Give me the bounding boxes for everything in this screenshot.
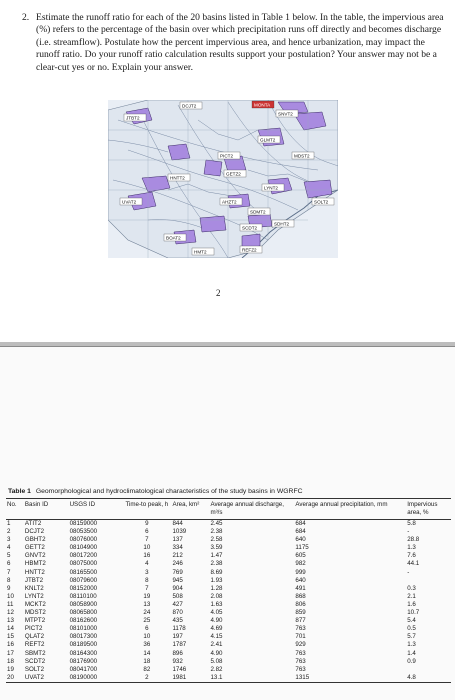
- cell-usgs-id: 08165500: [69, 568, 98, 576]
- cell-no: 20: [7, 673, 14, 681]
- table-row: [6, 593, 451, 601]
- map-label: UVAT2: [122, 199, 137, 205]
- cell-area: 137: [172, 536, 183, 544]
- cell-usgs-id: 08017200: [69, 552, 98, 560]
- cell-basin-id: KNLT2: [24, 584, 44, 592]
- cell-usgs-id: 08058900: [69, 600, 98, 608]
- map-label: HMT2: [194, 249, 207, 255]
- cell-impervious: 0.9: [407, 657, 416, 665]
- header-time-to-peak: Time-to peak, h: [125, 501, 169, 508]
- cell-time-to-peak: 10: [143, 633, 151, 641]
- question-panel: [0, 0, 455, 342]
- cell-discharge: 1.28: [210, 584, 223, 592]
- cell-discharge: 1.93: [210, 576, 223, 584]
- table-row: [6, 577, 451, 585]
- map-label: DCJT2: [182, 103, 197, 109]
- cell-impervious: 5.8: [407, 520, 416, 527]
- cell-basin-id: HBMT2: [24, 560, 46, 568]
- table-panel: [0, 347, 455, 700]
- cell-impervious: -: [407, 528, 410, 536]
- cell-time-to-peak: 16: [143, 552, 151, 560]
- cell-discharge: 2.38: [210, 528, 223, 536]
- cell-area: 932: [172, 657, 183, 665]
- cell-basin-id: MDST2: [24, 609, 46, 617]
- table-row: [6, 609, 451, 617]
- map-label: SOLT2: [314, 199, 329, 205]
- map-label: MDST2: [294, 153, 310, 159]
- cell-precipitation: 763: [295, 625, 306, 633]
- header-usgs: USGS ID: [69, 501, 96, 508]
- cell-time-to-peak: 7: [145, 536, 149, 544]
- cell-area: 435: [172, 617, 183, 625]
- cell-precipitation: 859: [295, 609, 306, 617]
- cell-discharge: 8.69: [210, 568, 223, 576]
- cell-discharge: 2.58: [210, 536, 223, 544]
- cell-area: 1981: [172, 673, 187, 681]
- cell-impervious: 44.1: [407, 560, 420, 568]
- cell-basin-id: PICT2: [24, 625, 43, 633]
- map-label: BOAT2: [166, 235, 181, 241]
- cell-precipitation: 999: [295, 568, 306, 576]
- basin-map: [108, 100, 338, 258]
- cell-precipitation: 868: [295, 592, 306, 600]
- cell-no: 12: [7, 609, 14, 617]
- cell-basin-id: MCKT2: [24, 600, 46, 608]
- cell-no: 13: [7, 617, 14, 625]
- cell-impervious: 5.4: [407, 617, 416, 625]
- cell-time-to-peak: 36: [143, 641, 151, 649]
- cell-time-to-peak: 4: [145, 560, 149, 568]
- table-row: [6, 601, 451, 609]
- table-row: [6, 625, 451, 633]
- cell-precipitation: 806: [295, 600, 306, 608]
- map-label: LYNT2: [264, 185, 278, 191]
- cell-usgs-id: 08189500: [69, 641, 98, 649]
- cell-time-to-peak: 19: [143, 592, 151, 600]
- cell-usgs-id: 08104900: [69, 544, 98, 552]
- table-row: [6, 552, 451, 560]
- cell-impervious: -: [407, 568, 410, 576]
- cell-basin-id: GNVT2: [24, 552, 46, 560]
- cell-discharge: 4.90: [210, 617, 223, 625]
- cell-no: 7: [7, 568, 11, 576]
- cell-no: 6: [7, 560, 11, 568]
- cell-impervious: 1.3: [407, 544, 416, 552]
- cell-discharge: 1.47: [210, 552, 223, 560]
- cell-discharge: 4.90: [210, 649, 223, 657]
- cell-no: 4: [7, 544, 11, 552]
- cell-impervious: 7.6: [407, 552, 416, 560]
- map-label: SNVT2: [278, 111, 293, 117]
- table-row: [6, 633, 451, 641]
- cell-no: 3: [7, 536, 11, 544]
- cell-no: 11: [7, 600, 14, 608]
- cell-no: 19: [7, 665, 14, 673]
- cell-usgs-id: 08110100: [69, 592, 97, 600]
- cell-no: 5: [7, 552, 11, 560]
- cell-usgs-id: 08101000: [69, 625, 98, 633]
- cell-time-to-peak: 2: [145, 673, 149, 681]
- cell-precipitation: 982: [295, 560, 306, 568]
- cell-precipitation: 763: [295, 657, 306, 665]
- cell-discharge: 1.63: [210, 600, 223, 608]
- cell-usgs-id: 08065800: [69, 609, 98, 617]
- page-number: 2: [216, 288, 221, 298]
- cell-area: 870: [172, 609, 183, 617]
- cell-discharge: 4.69: [210, 625, 223, 633]
- cell-impervious: 1.3: [407, 641, 416, 649]
- cell-time-to-peak: 6: [145, 528, 149, 536]
- cell-precipitation: 763: [295, 649, 306, 657]
- table-row: [6, 641, 451, 649]
- table-body: [6, 520, 451, 683]
- cell-usgs-id: 08041700: [69, 665, 98, 673]
- cell-precipitation: 1315: [295, 673, 310, 681]
- cell-basin-id: JTBT2: [24, 576, 44, 584]
- cell-area: 246: [172, 560, 183, 568]
- cell-discharge: 2.82: [210, 665, 223, 673]
- cell-precipitation: 605: [295, 552, 306, 560]
- header-impervious: Impervious area, %: [407, 501, 438, 516]
- cell-basin-id: GETT2: [24, 544, 45, 552]
- cell-impervious: 4.8: [407, 673, 416, 681]
- cell-no: 16: [7, 641, 14, 649]
- cell-impervious: 28.8: [407, 536, 420, 544]
- cell-usgs-id: 08176900: [69, 657, 98, 665]
- cell-basin-id: UVAT2: [24, 673, 44, 681]
- cell-precipitation: 929: [295, 641, 306, 649]
- question-text: Estimate the runoff ratio for each of the 20 basins listed in Table 1 below. In the table, the impervious area (%) refers to the percentage of the basin over which precipitation runs off directly and becomes discharge (i.e. streamflow). Postulate how the percent impervious area, and hence urbanization, may impact the runoff ratio. Do your runoff ratio calculation results support your postulation? Your answer may not be a clear-cut yes or no. Explain your answer.: [36, 12, 444, 73]
- cell-impervious: 0.5: [407, 625, 416, 633]
- cell-basin-id: DCJT2: [24, 528, 45, 536]
- cell-basin-id: HNTT2: [24, 568, 45, 576]
- table-row: [6, 560, 451, 568]
- map-label: SDMT2: [250, 209, 266, 215]
- table-row: [6, 585, 451, 593]
- header-discharge: Average annual discharge, m³/s: [210, 501, 284, 516]
- cell-usgs-id: 08079600: [69, 576, 98, 584]
- basin-table-wrap: [6, 498, 451, 683]
- cell-no: 15: [7, 633, 14, 641]
- cell-basin-id: SCDT2: [24, 657, 46, 665]
- cell-area: 508: [172, 592, 183, 600]
- cell-area: 1178: [172, 625, 186, 633]
- cell-usgs-id: 08164300: [69, 649, 98, 657]
- table-caption-text: Geomorphological and hydroclimatological characteristics of the study basins in WGRFC: [35, 488, 303, 495]
- table-row: [6, 666, 451, 674]
- cell-impervious: 1.6: [407, 600, 416, 608]
- cell-area: 1746: [172, 665, 187, 673]
- cell-precipitation: 701: [295, 633, 306, 641]
- cell-basin-id: ATIT2: [24, 520, 42, 527]
- cell-usgs-id: 08017300: [69, 633, 98, 641]
- cell-discharge: 2.45: [210, 520, 223, 527]
- table-row: [6, 658, 451, 666]
- cell-precipitation: 1175: [295, 544, 309, 552]
- map-label: SDHT2: [274, 221, 290, 227]
- table-row: [6, 544, 451, 552]
- cell-basin-id: REFT2: [24, 641, 45, 649]
- cell-time-to-peak: 8: [145, 576, 149, 584]
- map-label: HNTT2: [170, 175, 185, 181]
- table-row: [6, 569, 451, 577]
- cell-area: 896: [172, 649, 183, 657]
- map-label: GLMT2: [260, 137, 276, 143]
- header-no: No.: [7, 501, 17, 508]
- cell-area: 945: [172, 576, 183, 584]
- cell-no: 8: [7, 576, 11, 584]
- cell-impervious: 1.4: [407, 649, 416, 657]
- cell-impervious: 10.7: [407, 609, 420, 617]
- cell-usgs-id: 08162600: [69, 617, 98, 625]
- cell-area: 334: [172, 544, 183, 552]
- cell-basin-id: QLAT2: [24, 633, 45, 641]
- map-label: PICT2: [220, 153, 234, 159]
- cell-basin-id: SBMT2: [24, 649, 46, 657]
- cell-discharge: 2.38: [210, 560, 223, 568]
- cell-no: 1: [7, 520, 11, 527]
- cell-no: 2: [7, 528, 11, 536]
- header-basin: Basin ID: [24, 501, 49, 508]
- cell-usgs-id: 08075000: [69, 560, 98, 568]
- cell-basin-id: SOLT2: [24, 665, 45, 673]
- cell-area: 844: [172, 520, 183, 527]
- table-row: [6, 520, 451, 529]
- cell-precipitation: 640: [295, 536, 306, 544]
- cell-time-to-peak: 9: [145, 520, 149, 527]
- cell-no: 9: [7, 584, 11, 592]
- map-label: REFZ2: [242, 247, 257, 253]
- cell-discharge: 2.08: [210, 592, 223, 600]
- table-row: [6, 617, 451, 625]
- map-label: GETZ2: [226, 171, 241, 177]
- cell-no: 17: [7, 649, 14, 657]
- cell-area: 1787: [172, 641, 187, 649]
- table-header-row: [6, 499, 451, 520]
- cell-area: 904: [172, 584, 183, 592]
- cell-time-to-peak: 6: [145, 625, 149, 633]
- question-number: 2.: [22, 12, 30, 23]
- cell-discharge: 4.15: [210, 633, 223, 641]
- cell-usgs-id: 08190000: [69, 673, 98, 681]
- cell-impervious: [406, 577, 451, 585]
- cell-precipitation: 684: [295, 528, 306, 536]
- cell-area: 769: [172, 568, 183, 576]
- header-precipitation: Average annual precipitation, mm: [295, 501, 388, 508]
- map-label: JTBT2: [126, 115, 140, 121]
- cell-time-to-peak: 24: [143, 609, 151, 617]
- cell-basin-id: GBHT2: [24, 536, 46, 544]
- table-caption-label: Table 1: [8, 488, 31, 495]
- cell-precipitation: 763: [295, 665, 306, 673]
- cell-no: 10: [7, 592, 14, 600]
- cell-impervious: 0.3: [407, 584, 416, 592]
- cell-impervious: 5.7: [407, 633, 416, 641]
- cell-time-to-peak: 10: [143, 544, 151, 552]
- cell-time-to-peak: 7: [145, 584, 149, 592]
- cell-precipitation: 684: [295, 520, 306, 527]
- cell-time-to-peak: 25: [143, 617, 151, 625]
- cell-impervious: 2.1: [407, 592, 416, 600]
- map-label: MONTA: [254, 102, 271, 108]
- cell-precipitation: 877: [295, 617, 306, 625]
- cell-precipitation: 491: [295, 584, 306, 592]
- cell-time-to-peak: 82: [143, 665, 151, 673]
- cell-no: 14: [7, 625, 14, 633]
- basin-table: [6, 499, 451, 683]
- table-caption: [8, 488, 303, 495]
- cell-area: 212: [172, 552, 183, 560]
- cell-impervious: [406, 666, 451, 674]
- cell-no: 18: [7, 657, 14, 665]
- cell-time-to-peak: 13: [143, 600, 151, 608]
- cell-time-to-peak: 3: [145, 568, 149, 576]
- table-row: [6, 528, 451, 536]
- cell-area: 197: [172, 633, 183, 641]
- cell-basin-id: MTPT2: [24, 617, 46, 625]
- cell-time-to-peak: 18: [143, 657, 151, 665]
- table-row: [6, 650, 451, 658]
- cell-discharge: 13.1: [210, 673, 223, 681]
- cell-time-to-peak: 14: [143, 649, 151, 657]
- table-row: [6, 536, 451, 544]
- question-block: [22, 12, 447, 74]
- cell-usgs-id: 08159000: [69, 520, 98, 527]
- map-label: SCDT2: [242, 225, 258, 231]
- table-row: [6, 674, 451, 683]
- cell-discharge: 3.59: [210, 544, 223, 552]
- cell-discharge: 5.08: [210, 657, 223, 665]
- cell-basin-id: LYNT2: [24, 592, 44, 600]
- cell-usgs-id: 08053500: [69, 528, 98, 536]
- cell-area: 427: [172, 600, 183, 608]
- cell-discharge: 4.05: [210, 609, 223, 617]
- map-label: AHZT2: [222, 199, 237, 205]
- cell-precipitation: 640: [295, 576, 306, 584]
- cell-area: 1039: [172, 528, 187, 536]
- cell-discharge: 2.41: [210, 641, 223, 649]
- cell-usgs-id: 08152000: [69, 584, 98, 592]
- header-area: Area, km²: [172, 501, 200, 508]
- cell-usgs-id: 08076000: [69, 536, 98, 544]
